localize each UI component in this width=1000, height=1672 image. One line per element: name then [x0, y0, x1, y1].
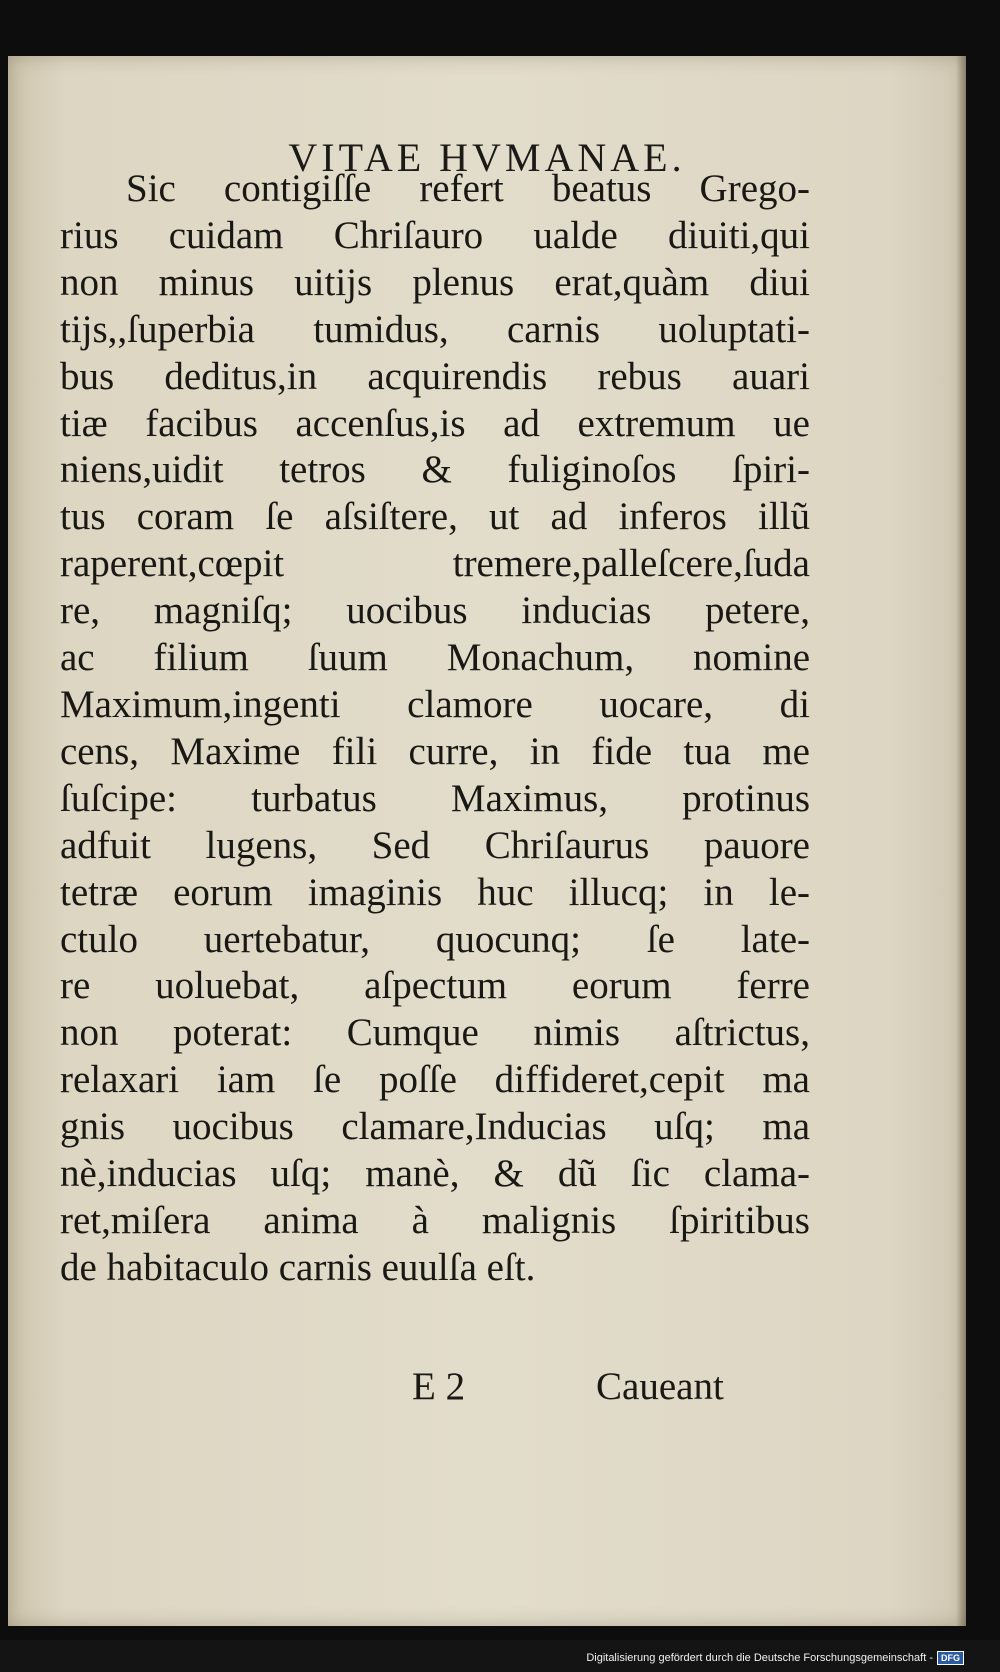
text-line: raperent,cœpit tremere,palleſcere,ſuda — [60, 542, 810, 586]
text-line: gnis uocibus clamare,Inducias uſq; ma — [60, 1105, 810, 1149]
page-footer-line — [60, 1364, 760, 1414]
text-line: ſuſcipe: turbatus Maximus, protinus — [60, 776, 810, 820]
text-line: niens,uidit tetros & fuliginoſos ſpiri- — [60, 448, 810, 492]
running-head: VITAE HVMANAE. — [288, 135, 686, 180]
text-line: non poterat: Cumque nimis aſtrictus, — [60, 1011, 810, 1055]
text-line: tus coram ſe aſsiſtere, ut ad inferos illũ — [60, 495, 810, 539]
page-edge-shadow — [956, 56, 966, 1626]
text-line: ac filium ſuum Monachum, nomine — [60, 636, 810, 680]
text-line: de habitaculo carnis euulſa eſt. — [60, 1245, 536, 1289]
book-page — [8, 56, 966, 1626]
dfg-logo-icon: DFG — [937, 1651, 964, 1665]
digitization-credit — [586, 1648, 964, 1668]
body-text — [60, 166, 810, 1292]
text-line: tijs,,ſuperbia tumidus, carnis uoluptati- — [60, 307, 810, 351]
text-line: non minus uitijs plenus erat,quàm diui — [60, 260, 810, 304]
credit-text: Digitalisierung gefördert durch die Deutsche Forschungsgemeinschaft - — [586, 1652, 933, 1664]
text-line: tiæ facibus accenſus,is ad extremum ue — [60, 401, 810, 445]
text-line: rius cuidam Chriſauro ualde diuiti,qui — [60, 213, 810, 257]
signature-mark: E 2 — [412, 1365, 466, 1408]
text-line: tetræ eorum imaginis huc illucq; in le- — [60, 870, 810, 914]
text-line: nè,inducias uſq; manè, & dũ ſic clama- — [60, 1152, 810, 1196]
text-line: Sic contigiſſe refert beatus Grego- — [126, 167, 810, 210]
text-line: ret,miſera anima à malignis ſpiritibus — [60, 1198, 810, 1242]
text-line: relaxari iam ſe poſſe diffideret,cepit ma — [60, 1058, 810, 1102]
text-line: bus deditus,in acquirendis rebus auari — [60, 354, 810, 398]
catchword: Caueant — [596, 1365, 724, 1408]
text-line: cens, Maxime fili curre, in fide tua me — [60, 729, 810, 773]
text-line: ctulo uertebatur, quocunq; ſe late- — [60, 917, 810, 961]
text-line: re, magniſq; uocibus inducias petere, — [60, 589, 810, 633]
text-line: adfuit lugens, Sed Chriſaurus pauore — [60, 823, 810, 867]
text-line: Maximum,ingenti clamore uocare, di — [60, 682, 810, 726]
text-line: re uoluebat, aſpectum eorum ferre — [60, 964, 810, 1008]
